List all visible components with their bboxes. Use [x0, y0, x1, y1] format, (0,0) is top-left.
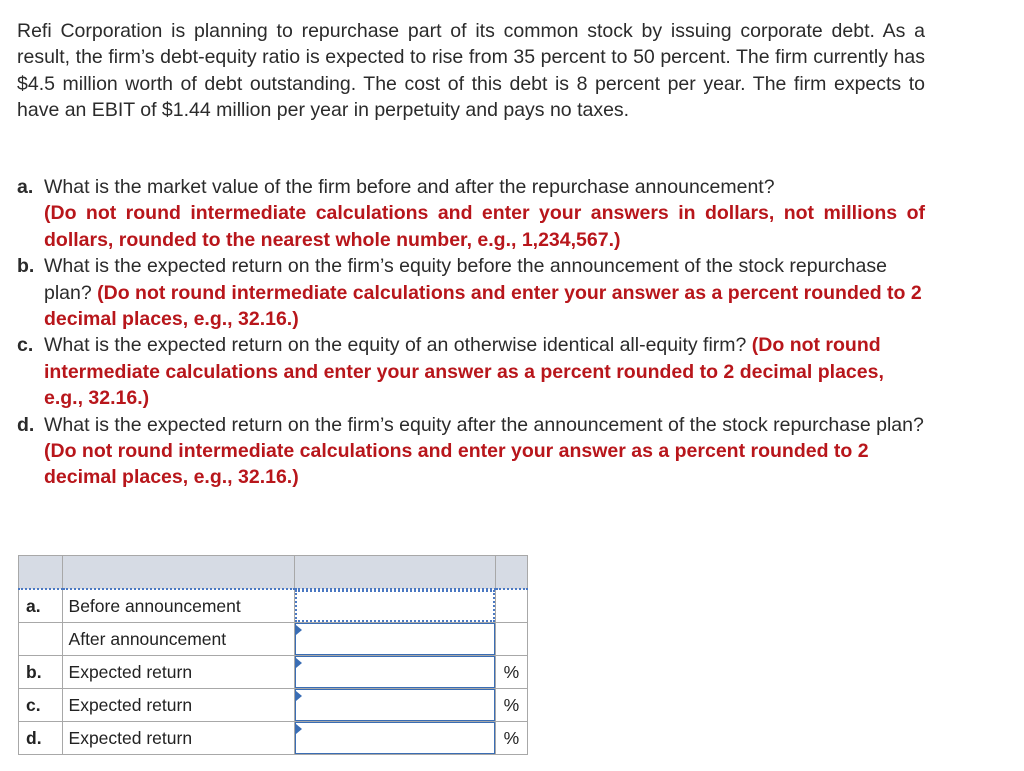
question-instruction: (Do not round intermediate calculations and enter your answer as a percent rounded to 2 decimal places, e.g., 32.16.) [44, 281, 922, 331]
row-label: Expected return [62, 689, 294, 722]
question-b [17, 253, 925, 332]
question-letter: c. [17, 334, 34, 357]
question-instruction: (Do not round intermediate calculations and enter your answers in dollars, not millions of dollars, rounded to the nearest whole number, e.g., 1,234,567.) [44, 202, 925, 251]
market-value-before-input[interactable] [295, 590, 495, 622]
question-text: What is the expected return on the equity of an otherwise identical all-equity firm? [44, 334, 747, 357]
row-label: Before announcement [62, 589, 294, 623]
table-row [19, 623, 528, 656]
percent-unit: % [495, 722, 527, 755]
percent-unit: % [495, 656, 527, 689]
table-row [19, 589, 528, 623]
question-letter: a. [17, 176, 34, 198]
question-letter: b. [17, 255, 35, 278]
row-unit [495, 623, 527, 656]
question-c [17, 332, 925, 411]
row-letter: a. [19, 589, 63, 623]
expected-return-after-input[interactable] [295, 722, 495, 754]
market-value-after-input[interactable] [295, 623, 495, 655]
table-row [19, 689, 528, 722]
problem-statement: Refi Corporation is planning to repurchase part of its common stock by issuing corporate debt. As a result, the firm’s debt-equity ratio is expected to rise from 35 percent to 50 percent. The firm currently has $4.5 million worth of debt outstanding. The cost of this debt is 8 percent per year. The firm expects to have an EBIT of $1.44 million per year in perpetuity and pays no taxes. [17, 20, 925, 122]
table-row [19, 656, 528, 689]
question-a [17, 174, 925, 253]
row-label: After announcement [62, 623, 294, 656]
row-letter: b. [19, 656, 63, 689]
question-text: What is the expected return on the firm’s equity before the announcement of the stock repurchase plan? [44, 255, 887, 304]
question-letter: d. [17, 413, 35, 436]
expected-return-before-input[interactable] [295, 656, 495, 688]
row-letter [19, 623, 63, 656]
row-unit [495, 589, 527, 623]
question-text: What is the market value of the firm before and after the repurchase announcement? [44, 176, 775, 198]
percent-unit: % [495, 689, 527, 722]
answer-table [18, 555, 528, 755]
row-letter: d. [19, 722, 63, 755]
row-letter: c. [19, 689, 63, 722]
expected-return-all-equity-input[interactable] [295, 689, 495, 721]
row-label: Expected return [62, 722, 294, 755]
question-list [17, 174, 925, 491]
row-label: Expected return [62, 656, 294, 689]
question-instruction: (Do not round intermediate calculations and enter your answer as a percent rounded to 2 decimal places, e.g., 32.16.) [44, 440, 869, 489]
question-d [17, 412, 925, 491]
table-row [19, 722, 528, 755]
question-instruction: (Do not round intermediate calculations and enter your answer as a percent rounded to 2 decimal places, e.g., 32.16.) [44, 334, 884, 410]
question-text: What is the expected return on the firm’s equity after the announcement of the stock repurchase plan? [44, 413, 924, 436]
table-header-row [19, 556, 528, 590]
